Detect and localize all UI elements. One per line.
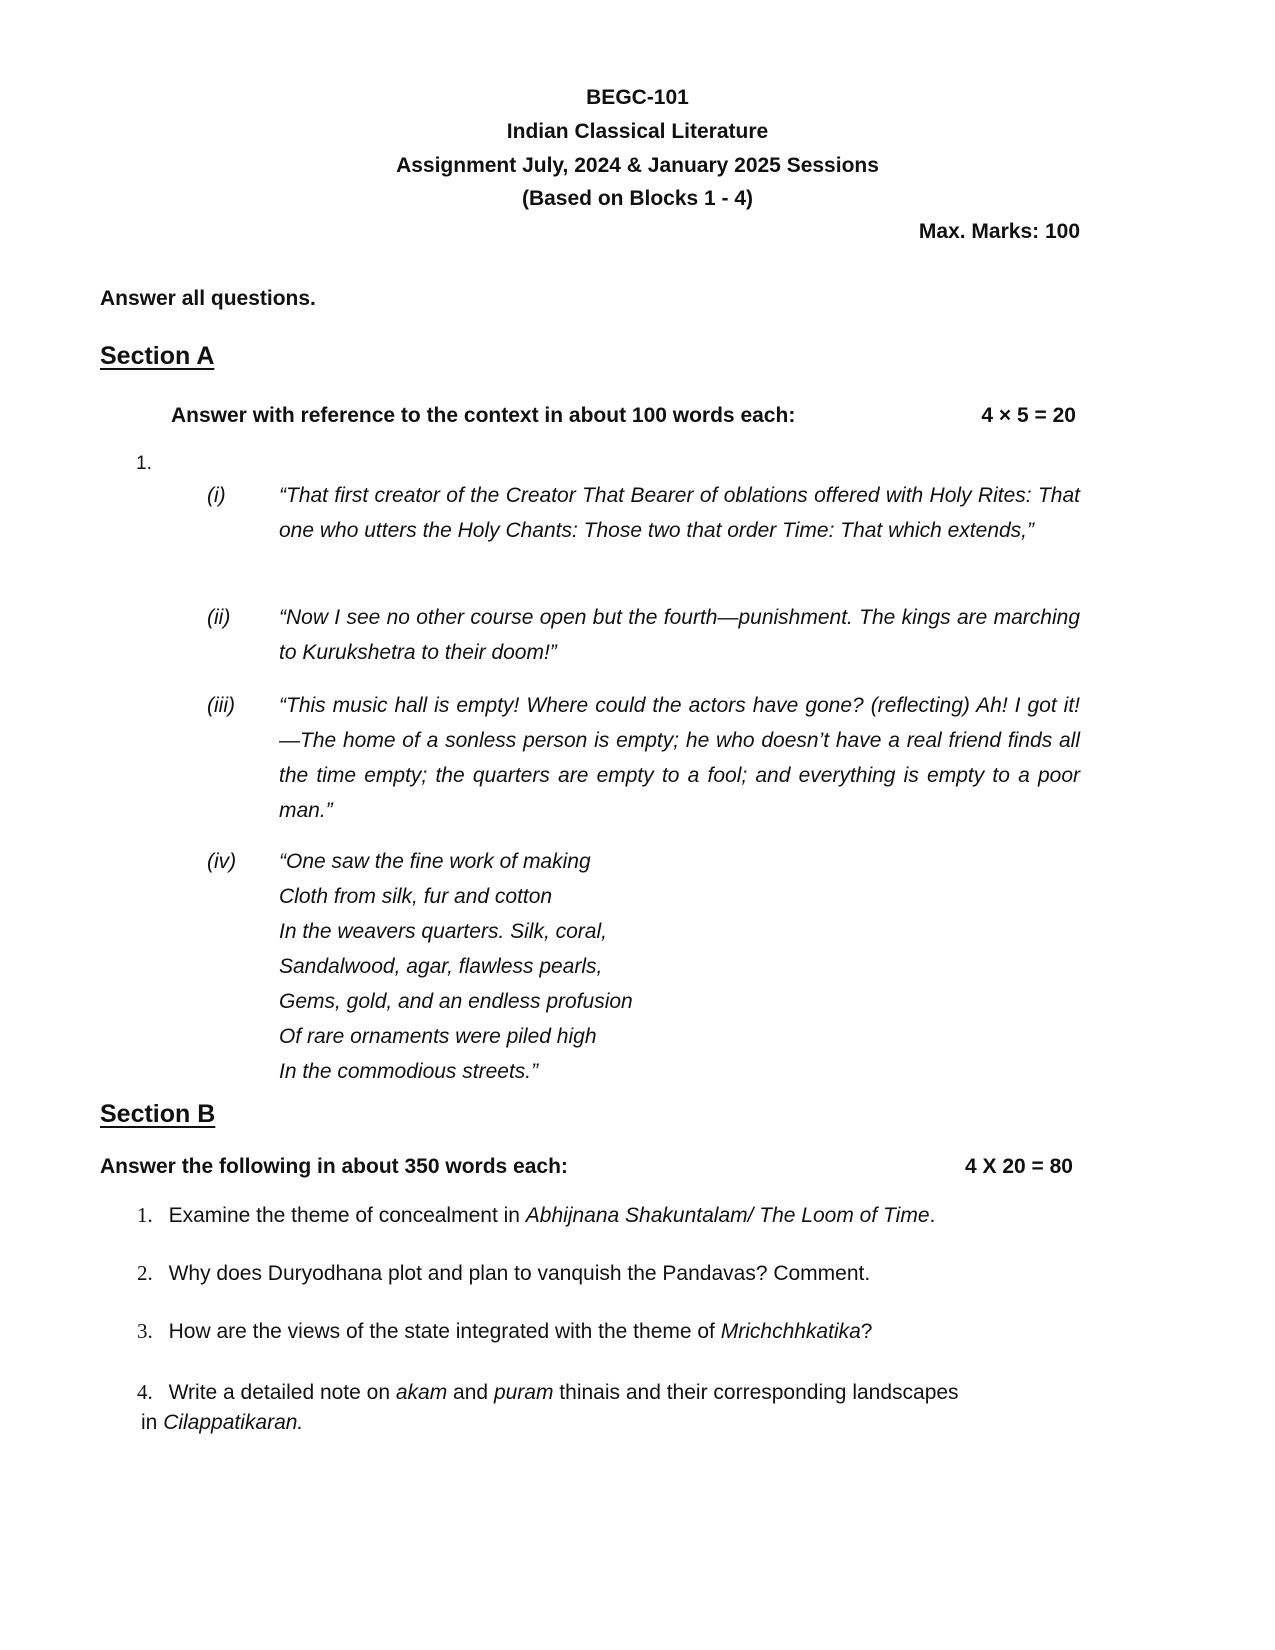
question-text-part: ? [860,1320,873,1343]
blocks-note: (Based on Blocks 1 - 4) [521,187,754,210]
passage-label: (ii) [207,606,231,629]
question-number: 4. [137,1380,153,1404]
question-text [169,1381,959,1404]
poem-line: Of rare ornaments were piled high [279,1025,597,1048]
question-text-continuation [141,1408,1037,1438]
section-a-marks: 4 × 5 = 20 [981,404,1076,427]
question-number: 1. [137,1203,153,1227]
question-text-part: Write a detailed note on [168,1381,396,1404]
poem-line: Sandalwood, agar, flawless pearls, [279,955,603,978]
question-text-part: thinais and their corresponding landscapes [553,1381,959,1404]
passage-label: (iv) [207,850,237,873]
question-number: 2. [137,1261,153,1285]
work-title: Abhijnana Shakuntalam/ The Loom of Time [525,1204,930,1227]
assignment-sessions: Assignment July, 2024 & January 2025 Sessions [396,154,879,177]
term: akam [395,1381,448,1404]
passage-text: “This music hall is empty! Where could the actors have gone? (reflecting) Ah! I got it!—The home of a sonless person is empty; he who doesn’t have a real friend finds all the time empty; the quarters are empty to a fool; and everything is empty to a poor man.” [279,694,1080,822]
question-number: 1. [136,453,152,474]
question-number: 3. [137,1319,153,1343]
course-title: Indian Classical Literature [506,120,769,143]
passage-label: (i) [207,484,226,507]
question-item [137,1261,870,1286]
course-code: BEGC-101 [586,86,689,109]
question-text-part: Examine the theme of concealment in [168,1204,526,1227]
section-b-marks: 4 X 20 = 80 [964,1155,1073,1178]
poem-line: “One saw the fine work of making [279,850,591,873]
work-title: Cilappatikaran. [163,1411,304,1434]
poem-line: In the commodious streets.” [279,1060,539,1083]
question-item [137,1319,872,1344]
passage-text: “That first creator of the Creator That Bearer of oblations offered with Holy Rites: That one who utters the Holy Chants: Those two that order Time: That which extends,” [279,484,1080,542]
work-title: Mrichchhkatika [720,1320,861,1343]
passage-text: “Now I see no other course open but the fourth—punishment. The kings are marching to Kurukshetra to their doom!” [279,606,1080,664]
section-a-directive: Answer with reference to the context in about 100 words each: [171,404,796,427]
question-text [169,1204,936,1227]
section-a-heading: Section A [100,342,215,370]
poem-line: Gems, gold, and an endless profusion [279,990,633,1013]
passage-label: (iii) [207,694,235,717]
question-text-part: How are the views of the state integrated with the theme of [168,1320,721,1343]
section-b-directive: Answer the following in about 350 words each: [100,1155,568,1178]
general-instruction: Answer all questions. [100,287,316,310]
poem-line: In the weavers quarters. Silk, coral, [279,920,607,943]
question-text [169,1320,873,1343]
question-text-part: and [447,1381,494,1404]
poem-passage [279,844,979,1089]
question-text: Why does Duryodhana plot and plan to vanquish the Pandavas? Comment. [168,1262,871,1285]
poem-line: Cloth from silk, fur and cotton [279,885,553,908]
question-text-part: in [141,1411,164,1434]
term: puram [493,1381,554,1404]
question-item [137,1377,1037,1438]
section-b-heading: Section B [100,1100,216,1128]
question-item [137,1203,935,1228]
question-text-part: . [929,1204,936,1227]
max-marks: Max. Marks: 100 [918,220,1080,243]
